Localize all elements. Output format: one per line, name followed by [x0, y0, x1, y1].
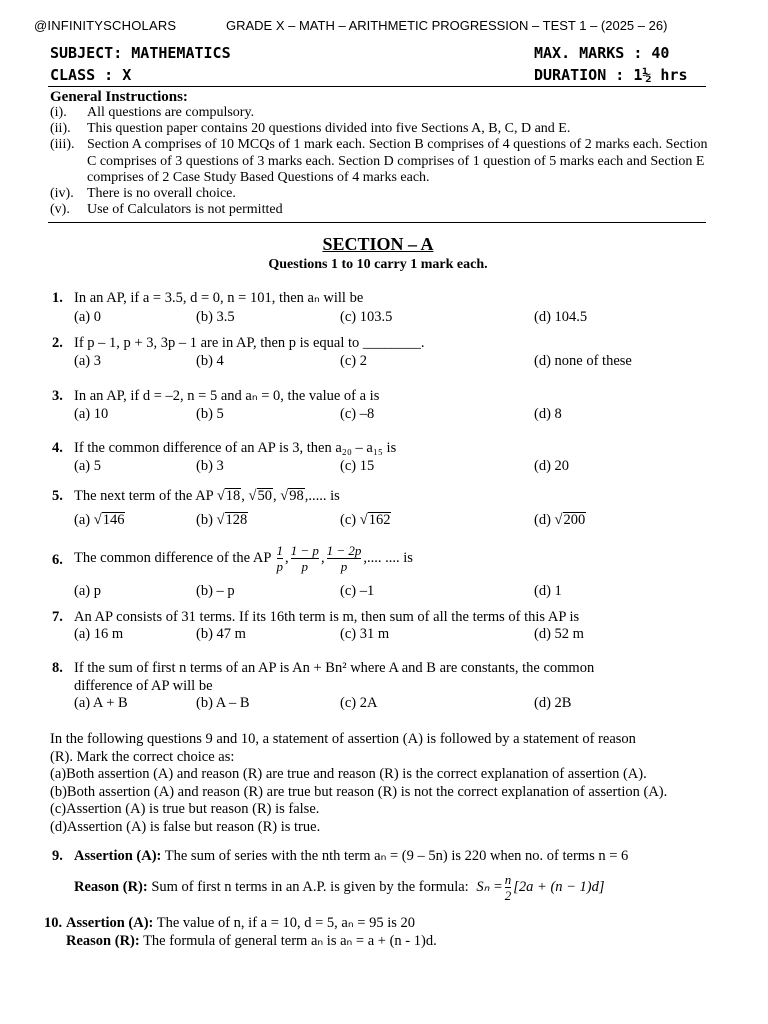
- option: (b) 3: [196, 458, 224, 474]
- instructions-title: General Instructions:: [50, 89, 188, 105]
- option: (d) √200: [534, 512, 586, 528]
- divider-top: [48, 86, 706, 87]
- option: (a) 16 m: [74, 626, 124, 642]
- option: (c) 103.5: [340, 309, 393, 325]
- option: (a) p: [74, 583, 101, 599]
- class-label: CLASS : X: [50, 66, 132, 84]
- option: (d) 52 m: [534, 626, 584, 642]
- option: (c) –1: [340, 583, 375, 599]
- question-6: 6. The common difference of the AP $\frac{1}{p}$ , $\frac{1 - p}{p}$ , $\frac{1 - 2p}{p}$ ,.... .... is: [52, 543, 413, 574]
- instruction-item: (ii). This question paper contains 20 questions divided into five Sections A, B, C, D and E.: [50, 121, 571, 137]
- option: (d) 20: [534, 458, 570, 474]
- section-subtitle: Questions 1 to 10 carry 1 mark each.: [268, 257, 488, 272]
- option: (b) √128: [196, 512, 248, 528]
- option: (a) 10: [74, 406, 109, 422]
- option: (c) 2: [340, 353, 367, 369]
- question-9-reason: Reason (R): Sum of first n terms in an A.P. is given by the formula: Sₙ = $\frac{n}{2}$ [2a + (n − 1)d]: [74, 872, 605, 903]
- section-title: SECTION – A: [322, 234, 434, 254]
- fraction: $\frac{1 - 2p}{p}$: [326, 543, 362, 574]
- header-handle: @INFINITYSCHOLARS: [34, 18, 177, 33]
- question-10-reason: Reason (R): The formula of general term aₙ is aₙ = a + (n - 1)d.: [66, 933, 437, 949]
- instructions-list: [50, 105, 710, 218]
- option: (b) 4: [196, 353, 224, 369]
- option: (c) 31 m: [340, 626, 390, 642]
- radical: 98: [289, 488, 304, 504]
- option: (d) none of these: [534, 353, 632, 369]
- max-marks-label: MAX. MARKS : 40: [534, 44, 670, 62]
- instruction-item: (iii). Section A comprises of 10 MCQs of 1 mark each. Section B comprises of 4 questions of 2 marks each. Section C comprises of 3 questions of 3 marks each. Section D comprises of 1 question of 5 marks each and Section E comprises of 2 Case Study Based Questions of 4 marks each.: [50, 137, 708, 185]
- option: (c) √162: [340, 512, 391, 528]
- option: (a) √146: [74, 512, 125, 528]
- option: (c) 15: [340, 458, 375, 474]
- radical: 18: [225, 488, 241, 504]
- fraction: $\frac{1 - p}{p}$: [290, 543, 319, 574]
- option: (b) 5: [196, 406, 224, 422]
- fraction: $\frac{1}{p}$: [276, 543, 284, 574]
- option: (d) 1: [534, 583, 562, 599]
- duration-label: DURATION : 1½ hrs: [534, 66, 688, 84]
- option: (b) 3.5: [196, 309, 235, 325]
- option: (d) 8: [534, 406, 562, 422]
- instruction-item: (iv). There is no overall choice.: [50, 186, 236, 202]
- option: (c) –8: [340, 406, 375, 422]
- divider-bottom: [48, 222, 706, 223]
- option: (d) 2B: [534, 695, 572, 711]
- option: (a) 3: [74, 353, 101, 369]
- radical: 50: [257, 488, 273, 504]
- fraction: $\frac{n}{2}$: [504, 872, 512, 903]
- option: (c) 2A: [340, 695, 378, 711]
- option: (a) 5: [74, 458, 101, 474]
- option: (b) 47 m: [196, 626, 246, 642]
- instruction-item: (v). Use of Calculators is not permitted: [50, 202, 283, 218]
- assertion-instructions: In the following questions 9 and 10, a statement of assertion (A) is followed by a statement of reason (R). Mark the correct choice as: (a)Both assertion (A) and reason (R) are true and reason (R) is the correct explanation of assertion (A). (b)Both assertion (A) and reason (R) are true but reason (R) is not the correct explanation of assertion (A). (c)Assertion (A) is true but reason (R) is false. (d)Assertion (A) is false but reason (R) is true.: [50, 731, 668, 835]
- option: (b) – p: [196, 583, 235, 599]
- option: (b) A – B: [196, 695, 250, 711]
- option: (a) A + B: [74, 695, 128, 711]
- option: (a) 0: [74, 309, 101, 325]
- subject-label: SUBJECT: MATHEMATICS: [50, 44, 231, 62]
- header-title: GRADE X – MATH – ARITHMETIC PROGRESSION – TEST 1 – (2025 – 26): [226, 18, 668, 33]
- instruction-item: (i). All questions are compulsory.: [50, 105, 255, 120]
- question-8-continued: difference of AP will be: [74, 678, 213, 694]
- option: (d) 104.5: [534, 309, 588, 325]
